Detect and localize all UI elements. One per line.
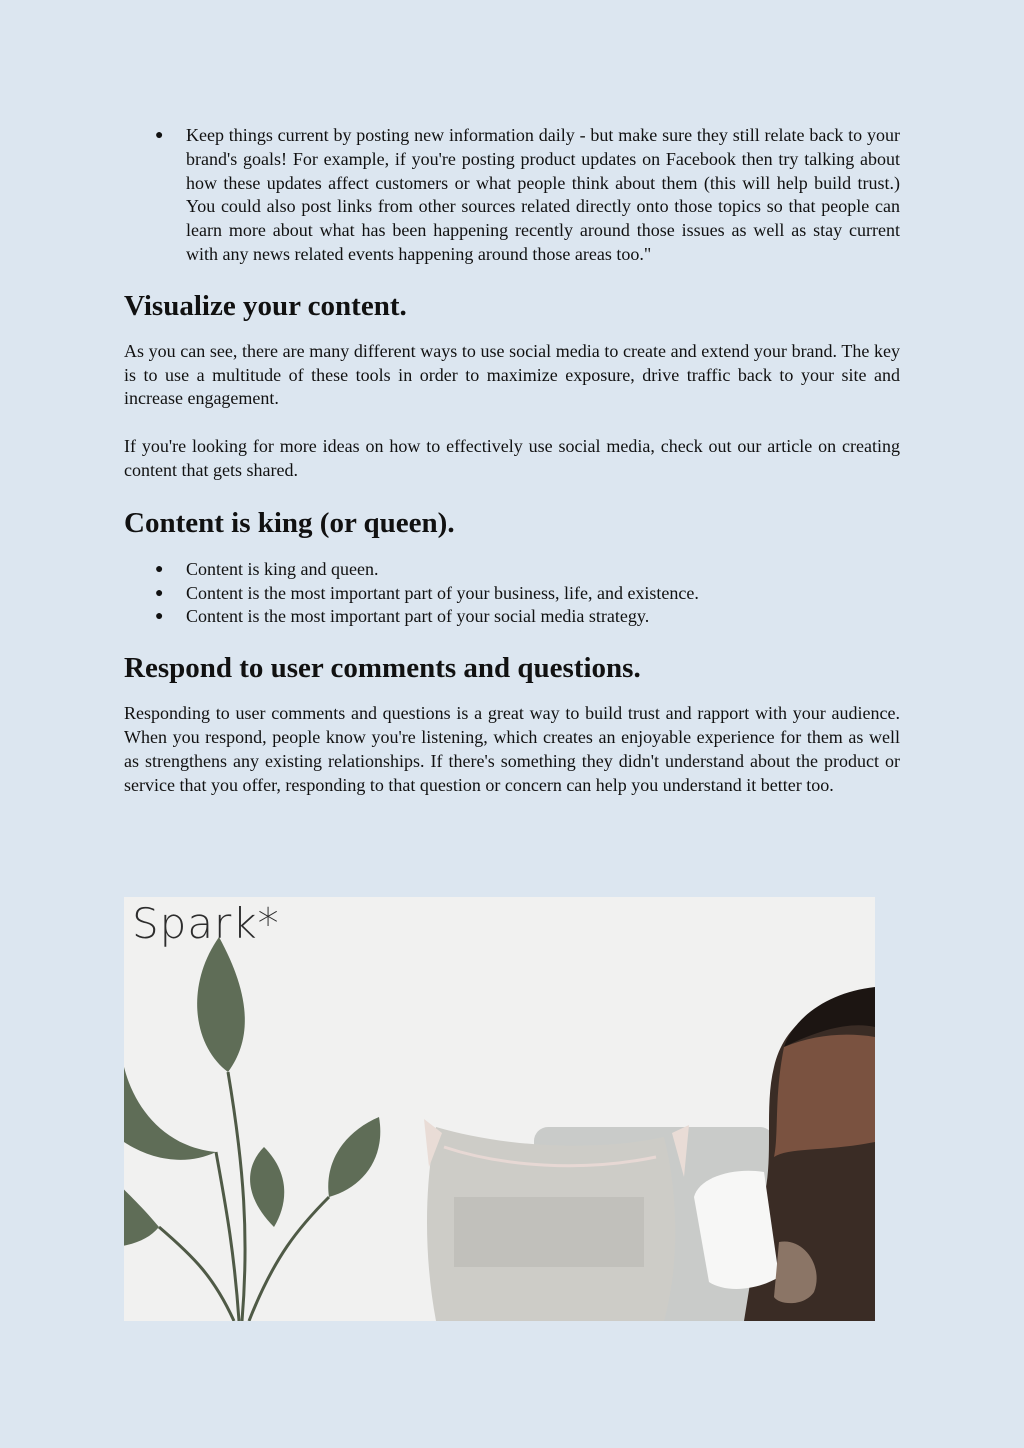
- document-page: [124, 124, 900, 797]
- paragraph: As you can see, there are many different ways to use social media to create and extend your brand. The key is to use a multitude of these tools in order to maximize exposure, drive traffic back to your site and increase engagement.: [124, 340, 900, 409]
- brand-logo: Spark*: [132, 899, 280, 948]
- paragraph: Responding to user comments and questions is a great way to build trust and rapport with your audience. When you respond, people know you're listening, which creates an enjoyable experience for them as well as strengthens any existing relationships. If there's something they didn't understand about the product or service that you offer, responding to that question or concern can help you understand it better too.: [124, 703, 900, 795]
- intro-bullet-list: [124, 124, 900, 267]
- list-item-text: Content is the most important part of your business, life, and existence.: [186, 582, 699, 603]
- list-item-text: Content is king and queen.: [186, 558, 379, 579]
- paragraph: If you're looking for more ideas on how to effectively use social media, check out our article on creating content that gets shared.: [124, 436, 900, 480]
- list-item: [124, 558, 900, 582]
- bullet-icon: ●: [155, 128, 164, 143]
- bullet-icon: ●: [155, 585, 164, 601]
- content-bullet-list: [124, 558, 900, 629]
- section-heading-respond: Respond to user comments and questions.: [124, 652, 641, 685]
- bullet-icon: ●: [155, 609, 164, 625]
- photo-illustration: [124, 897, 875, 1321]
- list-item: [124, 124, 900, 267]
- article-photo: [124, 897, 875, 1321]
- bullet-icon: ●: [155, 561, 164, 577]
- list-item-text: Keep things current by posting new information daily - but make sure they still relate back to your brand's goals! For example, if you're posting product updates on Facebook then try talking about how these updates affect customers or what people think about them (this will help build trust.) You could also post links from other sources related directly onto those topics so that people can learn more about what has been happening recently around those issues as well as stay current with any news related events happening around those areas too.": [186, 125, 900, 264]
- list-item: [124, 605, 900, 629]
- list-item: [124, 582, 900, 606]
- section-heading-content-king: Content is king (or queen).: [124, 506, 455, 539]
- section-heading-visualize: Visualize your content.: [124, 289, 407, 322]
- list-item-text: Content is the most important part of your social media strategy.: [186, 606, 650, 627]
